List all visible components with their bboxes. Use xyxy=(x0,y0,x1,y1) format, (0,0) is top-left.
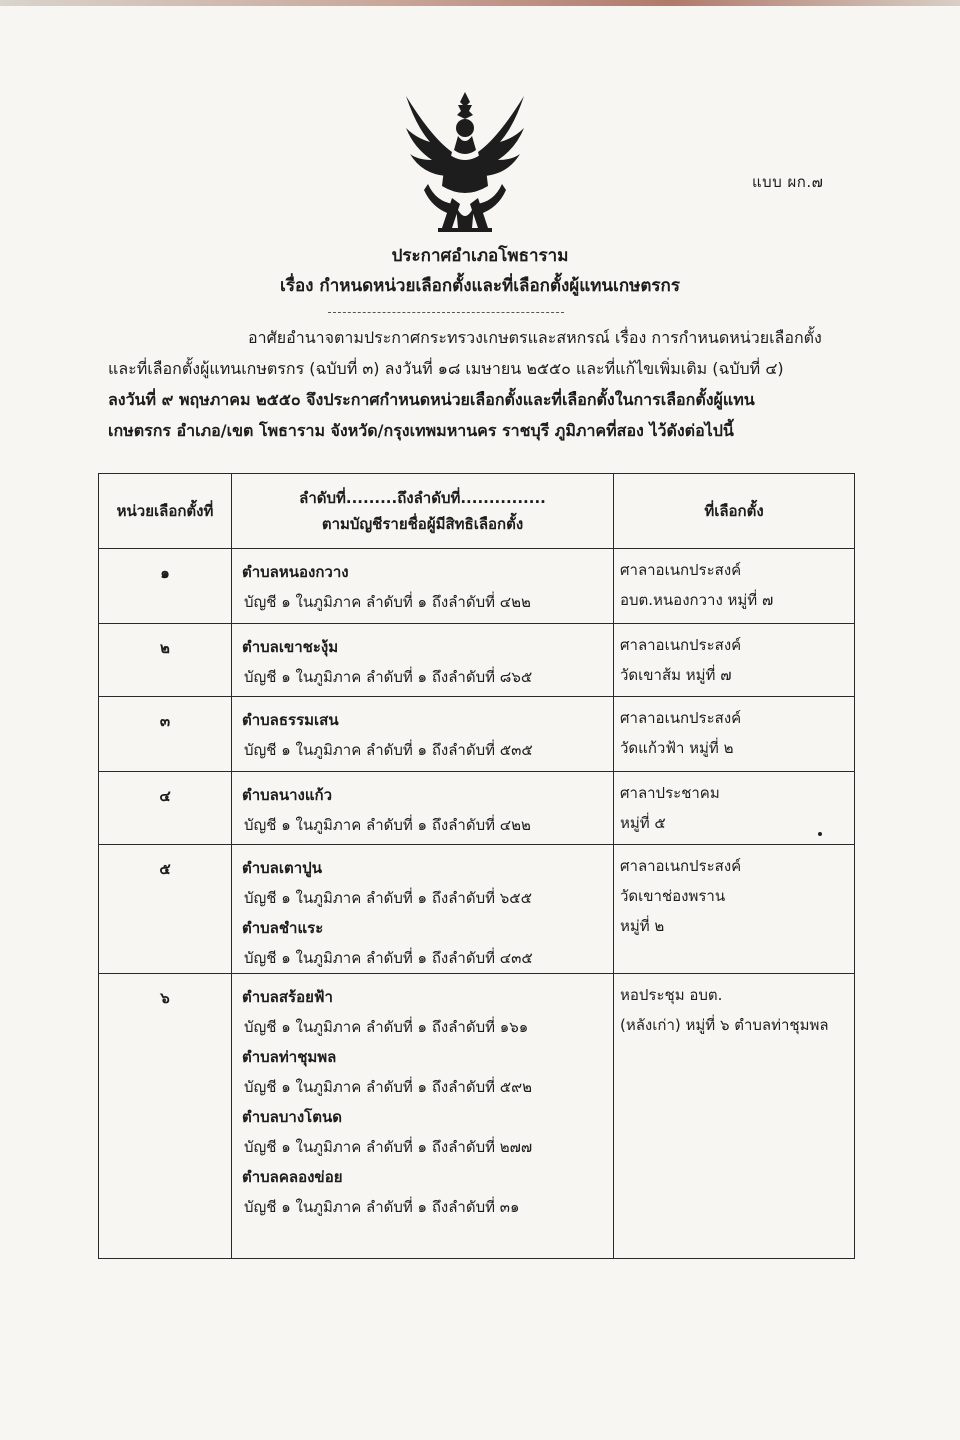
tambon-name: ตำบลชำแระ xyxy=(242,919,324,937)
range-cell xyxy=(232,772,614,845)
range-cell xyxy=(232,845,614,974)
account-range: บัญชี ๑ ในภูมิภาค ลำดับที่ ๑ ถึงลำดับที่ ๔๒๒ xyxy=(244,816,531,834)
preamble-line: และที่เลือกตั้งผู้แทนเกษตรกร (ฉบับที่ ๓) ลงวันที่ ๑๘ เมษายน ๒๕๕๐ และที่แก้ไขเพิ่มเติม (ฉบับที่ ๔) xyxy=(108,359,784,378)
tambon-name: ตำบลบางโตนด xyxy=(242,1108,342,1126)
preamble-line: ลงวันที่ ๙ พฤษภาคม ๒๕๕๐ จึงประกาศกำหนดหน่วยเลือกตั้งและที่เลือกตั้งในการเลือกตั้งผู้แทน xyxy=(108,390,755,409)
account-range: บัญชี ๑ ในภูมิภาค ลำดับที่ ๑ ถึงลำดับที่ ๔๒๒ xyxy=(244,593,531,611)
place-line: หอประชุม อบต. xyxy=(620,986,723,1004)
account-range: บัญชี ๑ ในภูมิภาค ลำดับที่ ๑ ถึงลำดับที่ ๒๗๗ xyxy=(244,1138,533,1156)
tambon-name: ตำบลหนองกวาง xyxy=(242,563,349,581)
range-cell xyxy=(232,974,614,1259)
announcement-subject: เรื่อง กำหนดหน่วยเลือกตั้งและที่เลือกตั้งผู้แทนเกษตรกร xyxy=(280,276,680,296)
place-line: หมู่ที่ ๕ xyxy=(620,814,666,832)
election-units-table xyxy=(98,473,855,1259)
header-range-line: ตามบัญชีรายชื่อผู้มีสิทธิเลือกตั้ง xyxy=(321,515,524,533)
table-row xyxy=(99,974,855,1259)
range-cell xyxy=(232,697,614,772)
unit-number: ๓ xyxy=(99,697,232,772)
header-unit: หน่วยเลือกตั้งที่ xyxy=(99,474,232,549)
table-header-row xyxy=(99,474,855,549)
place-line: ศาลาอเนกประสงค์ xyxy=(620,636,742,654)
account-range: บัญชี ๑ ในภูมิภาค ลำดับที่ ๑ ถึงลำดับที่ ๕๓๕ xyxy=(244,741,533,759)
tambon-name: ตำบลเขาชะงุ้ม xyxy=(242,638,339,656)
garuda-emblem-icon xyxy=(398,88,532,238)
table-row xyxy=(99,772,855,845)
place-line: ศาลาอเนกประสงค์ xyxy=(620,857,742,875)
table-row xyxy=(99,624,855,697)
place-line: วัดเขาส้ม หมู่ที่ ๗ xyxy=(620,666,732,684)
account-range: บัญชี ๑ ในภูมิภาค ลำดับที่ ๑ ถึงลำดับที่ ๑๖๑ xyxy=(244,1018,529,1036)
dashed-divider xyxy=(328,312,564,313)
place-line: ศาลาอเนกประสงค์ xyxy=(620,709,742,727)
tambon-name: ตำบลธรรมเสน xyxy=(242,711,339,729)
unit-number: ๒ xyxy=(99,624,232,697)
range-cell xyxy=(232,549,614,624)
place-cell xyxy=(614,697,855,772)
account-range: บัญชี ๑ ในภูมิภาค ลำดับที่ ๑ ถึงลำดับที่ ๖๕๕ xyxy=(244,889,532,907)
place-cell xyxy=(614,974,855,1259)
preamble-line: อาศัยอำนาจตามประกาศกระทรวงเกษตรและสหกรณ์ เรื่อง การกำหนดหน่วยเลือกตั้ง xyxy=(248,328,822,347)
unit-number: ๔ xyxy=(99,772,232,845)
header-range xyxy=(232,474,614,549)
place-cell xyxy=(614,845,855,974)
tambon-name: ตำบลนางแก้ว xyxy=(242,786,333,804)
header-range-line: ลำดับที่.........ถึงลำดับที่............... xyxy=(299,489,546,507)
account-range: บัญชี ๑ ในภูมิภาค ลำดับที่ ๑ ถึงลำดับที่ ๘๖๕ xyxy=(244,668,533,686)
unit-number: ๖ xyxy=(99,974,232,1259)
place-line: ศาลาอเนกประสงค์ xyxy=(620,561,742,579)
place-line: วัดเขาช่องพราน xyxy=(620,887,726,905)
tambon-name: ตำบลเตาปูน xyxy=(242,859,322,877)
speck-mark xyxy=(818,832,822,836)
preamble-line: เกษตรกร อำเภอ/เขต โพธาราม จังหวัด/กรุงเทพมหานคร ราชบุรี ภูมิภาคที่สอง ไว้ดังต่อไปนี้ xyxy=(108,421,734,440)
place-cell xyxy=(614,549,855,624)
unit-number: ๕ xyxy=(99,845,232,974)
place-line: ศาลาประชาคม xyxy=(620,784,720,802)
form-code: แบบ ผก.๗ xyxy=(752,173,824,191)
tambon-name: ตำบลสร้อยฟ้า xyxy=(242,988,333,1006)
account-range: บัญชี ๑ ในภูมิภาค ลำดับที่ ๑ ถึงลำดับที่ ๕๙๒ xyxy=(244,1078,532,1096)
place-line: อบต.หนองกวาง หมู่ที่ ๗ xyxy=(620,591,774,609)
header-place: ที่เลือกตั้ง xyxy=(614,474,855,549)
range-cell xyxy=(232,624,614,697)
table-row xyxy=(99,697,855,772)
place-line: หมู่ที่ ๒ xyxy=(620,917,665,935)
table-row xyxy=(99,549,855,624)
tambon-name: ตำบลคลองข่อย xyxy=(242,1168,343,1186)
account-range: บัญชี ๑ ในภูมิภาค ลำดับที่ ๑ ถึงลำดับที่ ๓๑ xyxy=(244,1198,520,1216)
table-row xyxy=(99,845,855,974)
preamble xyxy=(108,322,838,446)
place-line: (หลังเก่า) หมู่ที่ ๖ ตำบลท่าชุมพล xyxy=(620,1016,829,1034)
announcement-title: ประกาศอำเภอโพธาราม xyxy=(391,246,569,266)
place-cell xyxy=(614,624,855,697)
unit-number: ๑ xyxy=(99,549,232,624)
tambon-name: ตำบลท่าชุมพล xyxy=(242,1048,337,1066)
account-range: บัญชี ๑ ในภูมิภาค ลำดับที่ ๑ ถึงลำดับที่ ๔๓๕ xyxy=(244,949,533,967)
place-line: วัดแก้วฟ้า หมู่ที่ ๒ xyxy=(620,739,734,757)
